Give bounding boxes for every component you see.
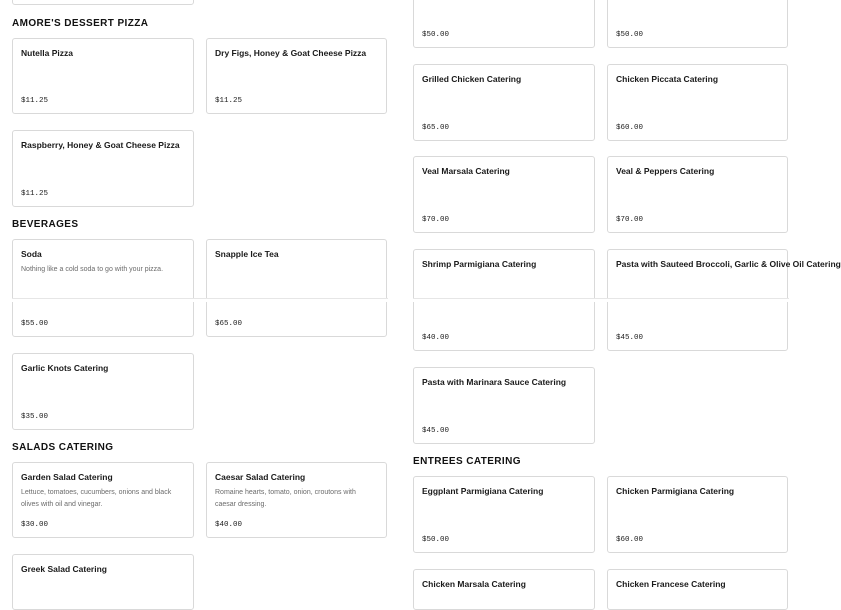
menu-item-price: $40.00 [422, 334, 450, 342]
menu-item-price: $65.00 [422, 124, 450, 132]
menu-item-card[interactable] [607, 64, 788, 141]
menu-item-description: Romaine hearts, tomato, onion, croutons with caesar dressing. [215, 489, 356, 508]
menu-item-card[interactable] [206, 462, 387, 538]
menu-item-name: Chicken Piccata Catering [616, 74, 719, 84]
menu-item-price: $70.00 [422, 216, 450, 224]
menu-item-name: Garden Salad Catering [21, 472, 113, 482]
menu-item-price: $70.00 [616, 216, 644, 224]
menu-item-price: $55.00 [21, 320, 49, 328]
menu-item-card[interactable] [12, 462, 194, 538]
menu-item-name: Chicken Francese Catering [616, 579, 726, 589]
menu-item-price: $11.25 [21, 97, 49, 105]
menu-item-price: $65.00 [215, 320, 243, 328]
menu-item-card[interactable] [206, 38, 387, 114]
menu-item-price: $50.00 [422, 536, 450, 544]
menu-item-name: Chicken Marsala Catering [422, 579, 526, 589]
menu-item-card[interactable] [607, 156, 788, 233]
menu-item-name: Raspberry, Honey & Goat Cheese Pizza [21, 140, 180, 150]
menu-item-name: Garlic Knots Catering [21, 363, 109, 373]
section-title-beverages: BEVERAGES [12, 219, 79, 230]
menu-item-card[interactable] [413, 367, 595, 444]
menu-item-name: Caesar Salad Catering [215, 472, 306, 482]
menu-item-card[interactable] [607, 569, 788, 610]
menu-item-card[interactable] [607, 476, 788, 553]
section-title-salads-catering: SALADS CATERING [12, 442, 114, 453]
menu-item-card[interactable] [12, 130, 194, 207]
menu-item-name: Shrimp Parmigiana Catering [422, 259, 537, 269]
menu-item-name: Veal & Peppers Catering [616, 166, 715, 176]
menu-item-price: $35.00 [21, 413, 49, 421]
menu-item-price: $60.00 [616, 536, 644, 544]
menu-item-name: Chicken Parmigiana Catering [616, 486, 735, 496]
menu-item-price: $60.00 [616, 124, 644, 132]
section-title-dessert-pizza: AMORE'S DESSERT PIZZA [12, 18, 149, 29]
menu-item-card[interactable] [413, 569, 595, 610]
menu-item-card[interactable] [206, 239, 387, 337]
menu-item-name: Nutella Pizza [21, 48, 73, 58]
menu-item-name: Snapple Ice Tea [215, 249, 279, 259]
menu-item-card[interactable] [12, 353, 194, 430]
menu-item-price: $30.00 [21, 521, 49, 529]
menu-item-name: Dry Figs, Honey & Goat Cheese Pizza [215, 48, 367, 58]
menu-item-card[interactable] [12, 239, 194, 337]
menu-item-description: Lettuce, tomatoes, cucumbers, onions and black olives with oil and vinegar. [21, 489, 172, 508]
menu-item-price: $50.00 [422, 31, 450, 39]
menu-item-description: Nothing like a cold soda to go with your pizza. [21, 266, 164, 273]
menu-item-price: $50.00 [616, 31, 644, 39]
menu-item-price: $45.00 [616, 334, 644, 342]
menu-item-card[interactable] [413, 156, 595, 233]
overlap-seam [413, 298, 789, 302]
menu-item-card[interactable] [607, 0, 788, 48]
menu-item-name: Greek Salad Catering [21, 564, 107, 574]
menu-item-name: Grilled Chicken Catering [422, 74, 522, 84]
menu-item-name: Soda [21, 249, 42, 259]
overlap-seam [12, 298, 388, 302]
menu-item-card[interactable] [12, 38, 194, 114]
menu-item-card[interactable] [12, 0, 194, 5]
menu-item-name: Eggplant Parmigiana Catering [422, 486, 544, 496]
menu-item-card[interactable] [12, 554, 194, 610]
menu-item-price: $40.00 [215, 521, 243, 529]
menu-item-card[interactable] [413, 476, 595, 553]
menu-item-name: Pasta with Marinara Sauce Catering [422, 377, 567, 387]
menu-item-name: Pasta with Sauteed Broccoli, Garlic & Olive Oil Catering [616, 259, 841, 269]
menu-item-card[interactable] [413, 64, 595, 141]
menu-item-price: $11.25 [21, 190, 49, 198]
menu-item-card[interactable] [413, 0, 595, 48]
menu-item-name: Veal Marsala Catering [422, 166, 510, 176]
menu-item-price: $11.25 [215, 97, 243, 105]
menu-item-price: $45.00 [422, 427, 450, 435]
section-title-entrees-catering: ENTREES CATERING [413, 456, 521, 467]
